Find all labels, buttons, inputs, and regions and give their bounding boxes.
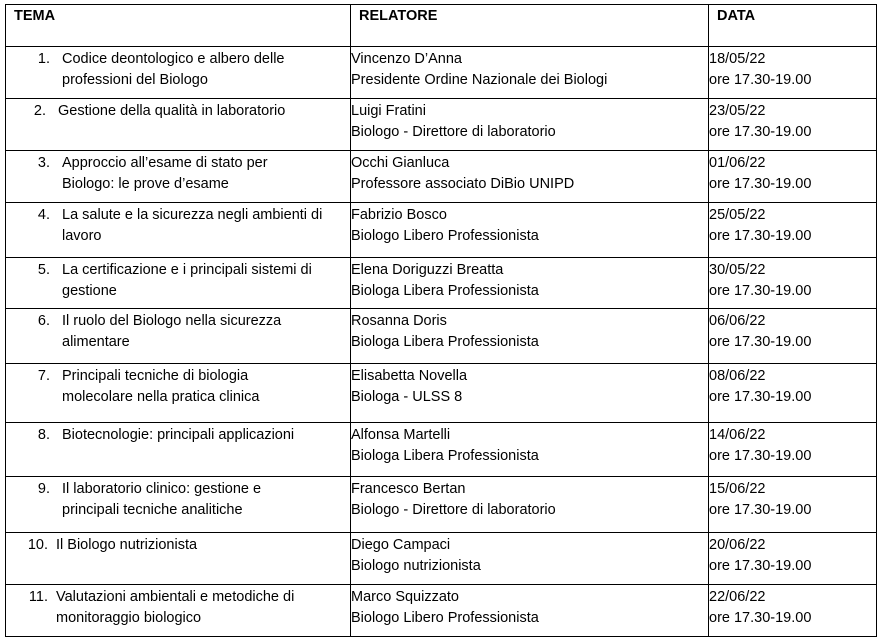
relatore-cell xyxy=(351,308,709,363)
schedule-body xyxy=(6,47,877,637)
tema-number: 7. xyxy=(37,367,50,384)
tema-line: Biologo: le prove d’esame xyxy=(62,175,229,192)
header-tema: TEMA xyxy=(6,5,351,47)
relatore-role: Biologa Libera Professionista xyxy=(351,447,539,464)
tema-text xyxy=(58,101,350,122)
tema-line: principali tecniche analitiche xyxy=(62,501,243,518)
relatore-cell xyxy=(351,202,709,257)
tema-line: gestione xyxy=(62,282,117,299)
table-row xyxy=(6,363,877,422)
relatore-role: Biologo - Direttore di laboratorio xyxy=(351,501,556,518)
tema-cell xyxy=(6,308,351,363)
tema-number: 10. xyxy=(27,537,48,553)
tema-line: Il Biologo nutrizionista xyxy=(56,537,198,553)
session-date: 22/06/22 xyxy=(709,588,766,605)
data-cell xyxy=(709,584,877,636)
session-date: 18/05/22 xyxy=(709,51,766,67)
table-row xyxy=(6,584,877,636)
session-date: 25/05/22 xyxy=(709,206,766,223)
data-cell xyxy=(709,202,877,257)
session-time: ore 17.30-19.00 xyxy=(709,501,812,518)
tema-text xyxy=(62,479,350,521)
tema-number: 11. xyxy=(28,588,48,605)
tema-line: Biotecnologie: principali applicazioni xyxy=(62,426,295,443)
tema-cell xyxy=(6,533,351,585)
tema-number: 8. xyxy=(37,426,50,443)
tema-text xyxy=(62,153,350,195)
session-time: ore 17.30-19.00 xyxy=(709,333,812,350)
table-row xyxy=(6,257,877,308)
data-cell xyxy=(709,476,877,532)
data-cell xyxy=(709,150,877,202)
tema-line: La certificazione e i principali sistemi di xyxy=(62,261,312,278)
relatore-cell xyxy=(351,476,709,532)
relatore-role: Presidente Ordine Nazionale dei Biologi xyxy=(351,72,608,88)
relatore-role: Biologo Libero Professionista xyxy=(351,609,539,626)
relatore-name: Alfonsa Martelli xyxy=(351,426,451,443)
tema-text xyxy=(62,366,350,408)
tema-cell xyxy=(6,47,351,99)
data-cell xyxy=(709,47,877,99)
data-cell xyxy=(709,363,877,422)
tema-cell xyxy=(6,363,351,422)
tema-line: monitoraggio biologico xyxy=(56,609,202,626)
tema-line: Codice deontologico e albero delle xyxy=(62,51,285,67)
relatore-role: Biologo - Direttore di laboratorio xyxy=(351,123,556,140)
session-date: 06/06/22 xyxy=(709,312,766,329)
tema-line: La salute e la sicurezza negli ambienti di xyxy=(62,206,323,223)
tema-line: Principali tecniche di biologia xyxy=(62,367,249,384)
session-time: ore 17.30-19.00 xyxy=(709,447,812,464)
relatore-name: Diego Campaci xyxy=(351,537,451,553)
tema-cell xyxy=(6,257,351,308)
session-date: 23/05/22 xyxy=(709,102,766,119)
relatore-name: Elisabetta Novella xyxy=(351,367,468,384)
tema-line: Gestione della qualità in laboratorio xyxy=(58,102,286,119)
relatore-role: Professore associato DiBio UNIPD xyxy=(351,175,575,192)
table-row xyxy=(6,202,877,257)
relatore-name: Fabrizio Bosco xyxy=(351,206,447,223)
session-date: 08/06/22 xyxy=(709,367,766,384)
session-time: ore 17.30-19.00 xyxy=(709,175,812,192)
tema-cell xyxy=(6,202,351,257)
session-time: ore 17.30-19.00 xyxy=(709,558,812,574)
tema-number: 2. xyxy=(33,102,46,119)
session-time: ore 17.30-19.00 xyxy=(709,609,812,626)
session-date: 14/06/22 xyxy=(709,426,766,443)
session-time: ore 17.30-19.00 xyxy=(709,227,812,244)
data-cell xyxy=(709,422,877,476)
schedule-table xyxy=(5,4,877,637)
data-cell xyxy=(709,98,877,150)
relatore-role: Biologa - ULSS 8 xyxy=(351,388,463,405)
tema-line: lavoro xyxy=(62,227,102,244)
data-cell xyxy=(709,257,877,308)
session-time: ore 17.30-19.00 xyxy=(709,282,812,299)
tema-text xyxy=(62,49,350,91)
session-date: 20/06/22 xyxy=(709,537,766,553)
relatore-name: Rosanna Doris xyxy=(351,312,447,329)
relatore-cell xyxy=(351,98,709,150)
table-row xyxy=(6,98,877,150)
tema-text xyxy=(62,260,350,302)
table-row xyxy=(6,476,877,532)
tema-line: Approccio all’esame di stato per xyxy=(62,154,268,171)
relatore-cell xyxy=(351,150,709,202)
relatore-cell xyxy=(351,584,709,636)
tema-text xyxy=(56,587,350,629)
tema-number: 6. xyxy=(37,312,50,329)
session-date: 30/05/22 xyxy=(709,261,766,278)
relatore-cell xyxy=(351,47,709,99)
tema-cell xyxy=(6,422,351,476)
tema-number: 5. xyxy=(37,261,50,278)
header-data: DATA xyxy=(709,5,877,47)
relatore-name: Elena Doriguzzi Breatta xyxy=(351,261,504,278)
table-row xyxy=(6,308,877,363)
tema-cell xyxy=(6,98,351,150)
relatore-cell xyxy=(351,422,709,476)
tema-text xyxy=(56,535,350,556)
tema-line: Il laboratorio clinico: gestione e xyxy=(62,480,262,497)
tema-text xyxy=(62,205,350,247)
tema-line: Valutazioni ambientali e metodiche di xyxy=(56,588,295,605)
session-time: ore 17.30-19.00 xyxy=(709,123,812,140)
tema-text xyxy=(62,311,350,353)
relatore-role: Biologo Libero Professionista xyxy=(351,227,539,244)
relatore-role: Biologa Libera Professionista xyxy=(351,333,539,350)
tema-number: 3. xyxy=(37,154,50,171)
relatore-cell xyxy=(351,533,709,585)
session-date: 15/06/22 xyxy=(709,480,766,497)
relatore-name: Francesco Bertan xyxy=(351,480,466,497)
tema-text xyxy=(62,425,350,446)
session-date: 01/06/22 xyxy=(709,154,766,171)
tema-cell xyxy=(6,150,351,202)
tema-line: professioni del Biologo xyxy=(62,72,208,88)
relatore-name: Marco Squizzato xyxy=(351,588,459,605)
relatore-name: Vincenzo D’Anna xyxy=(351,51,462,67)
relatore-cell xyxy=(351,257,709,308)
tema-number: 4. xyxy=(37,206,50,223)
tema-number: 9. xyxy=(37,480,50,497)
tema-cell xyxy=(6,476,351,532)
table-row xyxy=(6,422,877,476)
table-row xyxy=(6,533,877,585)
relatore-name: Occhi Gianluca xyxy=(351,154,450,171)
session-time: ore 17.30-19.00 xyxy=(709,72,812,88)
data-cell xyxy=(709,533,877,585)
tema-line: molecolare nella pratica clinica xyxy=(62,388,260,405)
relatore-cell xyxy=(351,363,709,422)
relatore-name: Luigi Fratini xyxy=(351,102,426,119)
relatore-role: Biologo nutrizionista xyxy=(351,558,481,574)
table-row xyxy=(6,150,877,202)
tema-line: alimentare xyxy=(62,333,130,350)
relatore-role: Biologa Libera Professionista xyxy=(351,282,539,299)
tema-line: Il ruolo del Biologo nella sicurezza xyxy=(62,312,282,329)
header-row xyxy=(6,5,877,47)
table-row xyxy=(6,47,877,99)
header-relatore: RELATORE xyxy=(351,5,709,47)
session-time: ore 17.30-19.00 xyxy=(709,388,812,405)
data-cell xyxy=(709,308,877,363)
tema-cell xyxy=(6,584,351,636)
tema-number: 1. xyxy=(37,51,50,67)
